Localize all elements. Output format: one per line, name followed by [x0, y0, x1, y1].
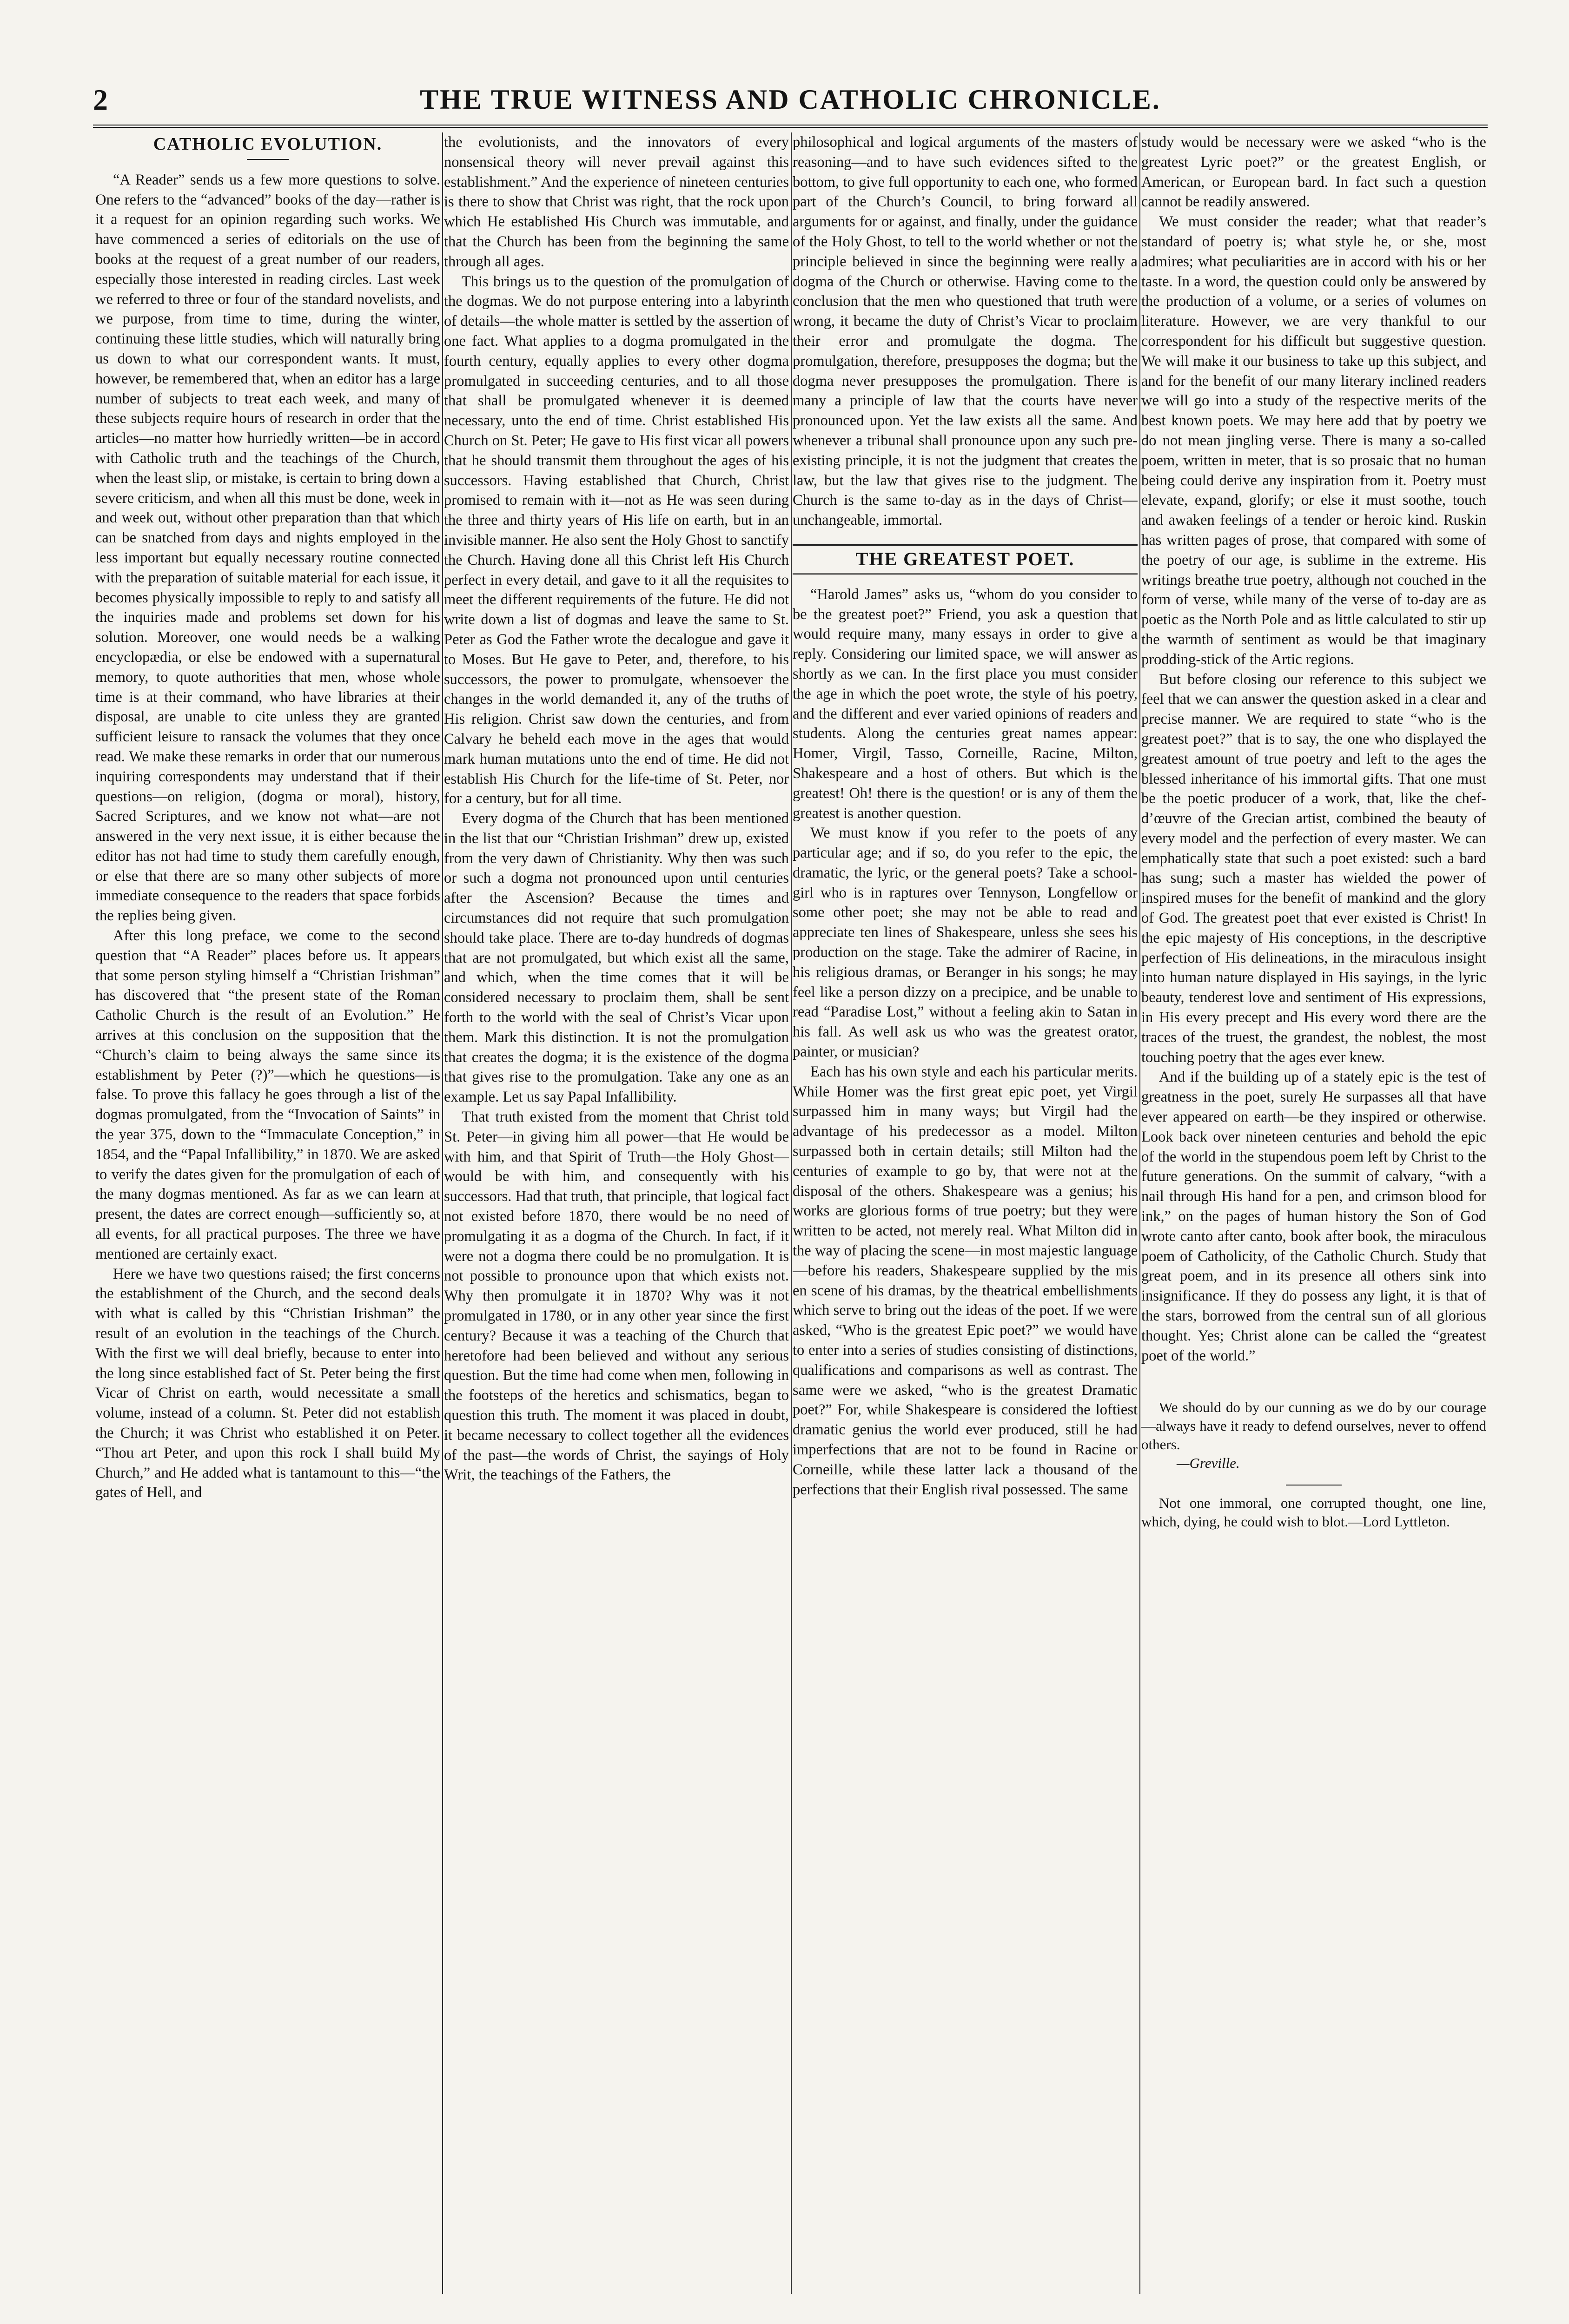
paragraph: We must know if you refer to the poets of any particular age; and if so, do you refer to the epic, the dramatic, the lyric, or the general poets? Take a school-girl who is in raptures over Tennyson, Longfellow or some other poet; she may not be able to read and appreciate ten lines of Shakespeare, unless she sees his production on the stage. Take the admirer of Racine, in his religious dramas, or Beranger in his songs; he may feel like a person dizzy on a precipice, and be unable to read “Paradise Lost,” without a feeling akin to Satan in his fall. As well ask us who was the greatest orator, painter, or musician?: [793, 825, 1138, 1061]
quotations: [1141, 1398, 1486, 1531]
article-columns: [95, 132, 1486, 2294]
paragraph: And if the building up of a stately epic is the test of greatness in the poet, surely He surpasses all that have ever appeared on earth—be they inspired or otherwise. Look back over nineteen centuries and behold the epic of the world in the stupendous poem left by Christ to the future generations. On the summit of calvary, “with a nail through His hand for a pen, and crimson blood for ink,” on the pages of human history the Son of God wrote canto after canto, book after book, the miraculous poem of Catholicity, of the Catholic Church. Study that great poem, and in its presence all others sink into insignificance. If they do possess any light, it is that of the stars, borrowed from the central sun of all glorious thought. Yes; Christ alone can be called the “greatest poet of the world.”: [1141, 1069, 1486, 1364]
newspaper-title: THE TRUE WITNESS AND CATHOLIC CHRONICLE.: [420, 84, 1161, 115]
paragraph: We must consider the reader; what that reader’s standard of poetry is; what style he, or she, most admires; what peculiarities are in accord with his or her taste. In a word, the question could only be answered by the production of a volume, or a series of volumes on literature. However, we are very thankful to our correspondent for his difficult but suggestive question. We will make it our business to take up this subject, and and for the benefit of our many literary inclined readers we will go into a study of the respective merits of the best known poets. We may here add that by poetry we do not mean jingling verse. There is many a so-called poem, written in meter, that is so prosaic that no human being could derive any inspiration from it. Poetry must elevate, expand, glorify; or else it must soothe, touch and awaken feelings of a tender or heroic kind. Ruskin has written pages of prose, that compared with some of the poetry of our age, is sublime in the extreme. His writings breathe true poetry, although not couched in the form of verse, while many of the verse of to-day are as poetic as the North Pole and as little calculated to stir up the warmth of sentiment as would be that imaginary prodding-stick of the Artic regions.: [1141, 213, 1486, 668]
quote-greville: We should do by our cunning as we do by our courage—always have it ready to defend ourselves, never to offend others.: [1141, 1399, 1486, 1453]
paragraph: That truth existed from the moment that Christ told St. Peter—in giving him all power—that He would be with him, and that Spirit of Truth—the Holy Ghost—would be with him, and consequently with his successors. Had that truth, that principle, that logical fact not existed before 1870, there would be no need of promulgating it as a dogma of the Church. In fact, if it were not a dogma there could be no promulgation. It is not possible to pronounce upon that which exists not. Why then promulgate it in 1870? Why was it not promulgated in 1780, or in any other year since the first century? Because it was a teaching of the Church that heretofore had been believed and without any serious question. But the time had come when men, following in the footsteps of the heretics and schismatics, began to question this truth. The moment it was placed in doubt, it became necessary to collect together all the evidences of the past—the words of Christ, the sayings of Holy Writ, the teachings of the Fathers, the: [444, 1109, 789, 1484]
paragraph: “A Reader” sends us a few more questions to solve. One refers to the “advanced” books of the day—rather is it a request for an opinion regarding such works. We have commenced a series of editorials on the use of books at the request of a great number of our readers, especially those interested in reading circles. Last week we referred to three or four of the standard novelists, and we purpose, from time to time, during the winter, continuing these little studies, which will naturally bring us down to what our correspondent wants. It must, however, be remembered that, when an editor has a large number of subjects to treat each week, and many of these subjects require hours of research in order that the articles—no matter how hurriedly written—be in accord with Catholic truth and the teachings of the Church, when the least slip, or mistake, is certain to bring down a severe criticism, and when all this must be done, week in and week out, without other preparation than that which can be snatched from days and nights employed in the less important but equally necessary routine connected with the preparation of suitable material for each issue, it becomes physically impossible to reply to and satisfy all the inquiries made and problems set down for his solution. Moreover, one would needs be a walking encyclopædia, or else be endowed with a supernatural memory, to quote authorities that men, whose whole time is at their command, who have libraries at their disposal, are unable to cite unless they are granted sufficient leisure to ransack the volumes that they once read. We make these remarks in order that our numerous inquiring correspondents may understand that if their questions—on religion, (dogma or moral), history, Sacred Scriptures, and we know not what—are not answered in the very next issue, it is either because the editor has not had time to study them carefully enough, or else that there are so many other subjects of more immediate consequence to the readers that space forbids the replies being given.: [95, 171, 440, 924]
paragraph: study would be necessary were we asked “who is the greatest Lyric poet?” or the greatest English, or American, or European bard. In fact such a question cannot be readily answered.: [1141, 134, 1486, 211]
masthead-rule: [93, 125, 1488, 128]
quote-divider: [1286, 1485, 1342, 1486]
heading-rule: [247, 159, 289, 160]
paragraph: Every dogma of the Church that has been mentioned in the list that our “Christian Irishman” drew up, existed from the very dawn of Christianity. Why then was such or such a dogma not pronounced upon until centuries after the Ascension? Because the times and circumstances did not require that such promulgation should take place. There are to-day hundreds of dogmas that are not promulgated, but which exist all the same, and which, when the time comes that it will be considered necessary to proclaim them, shall be sent forth to the world with the seal of Christ’s Vicar upon them. Mark this distinction. It is not the promulgation that creates the dogma; it is the existence of the dogma that gives rise to the promulgation. Take any one as an example. Let us say Papal Infallibility.: [444, 810, 789, 1106]
paragraph: Each has his own style and each his particular merits. While Homer was the first great epic poet, yet Virgil surpassed him in many ways; but Virgil had the advantage of his predecessor as a model. Milton surpassed both in certain details; still Milton had the centuries of example to go by, that were not at the disposal of the others. Shakespeare was a genius; his works are glorious forms of true poetry; but they were written to be acted, not merely real. What Milton did in the way of placing the scene—in most majestic language—before his readers, Shakespeare supplied by the mis en scene of his dramas, by the theatrical embellishments which serve to bring out the ideas of the poet. If we were asked, “Who is the greatest Epic poet?” we would have to enter into a series of studies consisting of distinctions, qualifications and comparisons as well as contrast. The same were we asked, “who is the greatest Dramatic poet?” For, while Shakespeare is considered the loftiest dramatic genius the world ever produced, still he had imperfections that are not to be found in Racine or Corneille, while these latter lack a thousand of the perfections that their English rival possessed. The same: [793, 1063, 1138, 1498]
paragraph: philosophical and logical arguments of the masters of reasoning—and to have such evidences sifted to the bottom, to give full opportunity to each one, who formed part of the Church’s Council, to bring forward all arguments for or against, and finally, under the guidance of the Holy Ghost, to tell to the world whether or not the principle believed in since the beginning were really a dogma of the Church or otherwise. Having come to the conclusion that the men who questioned that truth were wrong, it became the duty of Christ’s Vicar to proclaim their error and promulgate the dogma. The promulgation, therefore, presupposes the dogma; but the dogma never presupposes the promulgation. There is many a principle of law that the courts have never pronounced upon. Yet the law exists all the same. And whenever a tribunal shall pronounce upon any such pre-existing principle, it is not the judgment that creates the law, but the law that gives rise to the judgment. The Church is the same to-day as in the days of Christ—unchangeable, immortal.: [793, 134, 1138, 529]
column-3: [793, 132, 1138, 2294]
column-4: [1141, 132, 1486, 2294]
page-number: 2: [93, 83, 108, 116]
masthead: [93, 70, 1488, 116]
quote-author: —Greville.: [1177, 1455, 1240, 1472]
column-1: [95, 132, 440, 2294]
paragraph: the evolutionists, and the innovators of every nonsensical theory will never prevail against this establishment.” And the experience of nineteen centuries is there to show that Christ was right, that the rock upon which He established His Church was immutable, and that the Church has been from the beginning the same through all ages.: [444, 134, 789, 270]
column-divider: [791, 132, 792, 2294]
paragraph: “Harold James” asks us, “whom do you consider to be the greatest poet?” Friend, you ask a question that would require many, many essays in order to give a reply. Considering our limited space, we will answer as shortly as we can. In the first place you must consider the age in which the poet wrote, the style of his poetry, and the different and ever varied opinions of readers and students. Along the centuries great names appear: Homer, Virgil, Tasso, Corneille, Racine, Milton, Shakespeare and a host of others. But which is the greatest! Oh! there is the question! or is any of them the greatest is another question.: [793, 586, 1138, 822]
paragraph: This brings us to the question of the promulgation of the dogmas. We do not purpose entering into a labyrinth of details—the whole matter is settled by the assertion of one fact. What applies to a dogma promulgated in the fourth century, equally applies to every other dogma promulgated in succeeding centuries, and to all those that shall be promulgated whenever it is deemed necessary, unto the end of time. Christ established His Church on St. Peter; He gave to His first vicar all powers that he should transmit them throughout the ages of his successors. Having established that Church, Christ promised to remain with it—not as He was seen during the three and thirty years of His life on earth, but in an invisible manner. He also sent the Holy Ghost to sanctify the Church. Having done all this Christ left His Church perfect in every detail, and gave to it all the requisites to meet the different requirements of the future. He did not write down a list of dogmas and leave the same to St. Peter as God the Father wrote the decalogue and gave it to Moses. But He gave to Peter, and, therefore, to his successors, the power to promulgate, whensoever the changes in the world demanded it, any of the truths of His religion. Christ saw down the centuries, and from Calvary he beheld each move in the ages that would mark human mutations unto the end of time. He did not establish His Church for the life-time of St. Peter, nor for a century, but for all time.: [444, 273, 789, 807]
paragraph: After this long preface, we come to the second question that “A Reader” places before us. It appears that some person styling himself a “Christian Irishman” has discovered that “the present state of the Roman Catholic Church is the result of an Evolution.” He arrives at this conclusion on the supposition that the “Church’s claim to being always the same since its establishment by Peter (?)”—which he questions—is false. To prove this fallacy he goes through a list of the dogmas promulgated, from the “Invocation of Saints” in the year 375, down to the “Immaculate Conception,” in 1854, and the “Papal Infallibility,” in 1870. We are asked to verify the dates given for the promulgation of each of the many dogmas mentioned. As far as we can learn at present, the dates are correct enough—sufficiently so, at all events, for all practical purposes. The three we have mentioned are certainly exact.: [95, 927, 440, 1262]
column-divider: [442, 132, 443, 2294]
article-heading-catholic-evolution: CATHOLIC EVOLUTION.: [153, 134, 383, 154]
article-heading-greatest-poet: THE GREATEST POET.: [793, 544, 1138, 574]
column-divider: [1139, 132, 1140, 2294]
column-2: [444, 132, 789, 2294]
paragraph: But before closing our reference to this subject we feel that we can answer the question asked in a clear and precise manner. We are required to state “who is the greatest poet?” that is to say, the one who displayed the greatest amount of true poetry and left to the ages the blessed inheritance of his immortal gifts. That one must be the poetic producer of a work, that, like the chef-d’œuvre of the Grecian artist, combined the beauty of every model and the perfection of every master. We can emphatically state that such a poet existed: such a bard has sung; such a master has wielded the power of inspired muses for the benefit of mankind and the glory of God. The greatest poet that ever existed is Christ! In the epic majesty of His conceptions, in the descriptive perfection of His delineations, in the miraculous insight into human nature displayed in His sayings, in the lyric beauty, tenderest love and sentiment of His expressions, in His every precept and His every word there are the traces of the truest, the grandest, the noblest, the most touching poetry that the ages ever knew.: [1141, 671, 1486, 1066]
quote-lyttleton: Not one immoral, one corrupted thought, one line, which, dying, he could wish to blot.—Lord Lyttleton.: [1141, 1495, 1486, 1530]
paragraph: Here we have two questions raised; the first concerns the establishment of the Church, and the second deals with what is called by this “Christian Irishman” the result of an evolution in the teachings of the Church. With the first we will deal briefly, because to enter into the long since established fact of St. Peter being the first Vicar of Christ on earth, would necessitate a small volume, instead of a column. St. Peter did not establish the Church; it was Christ who established it on Peter. “Thou art Peter, and upon this rock I shall build My Church,” and He added what is tantamount to this—“the gates of Hell, and: [95, 1265, 440, 1501]
